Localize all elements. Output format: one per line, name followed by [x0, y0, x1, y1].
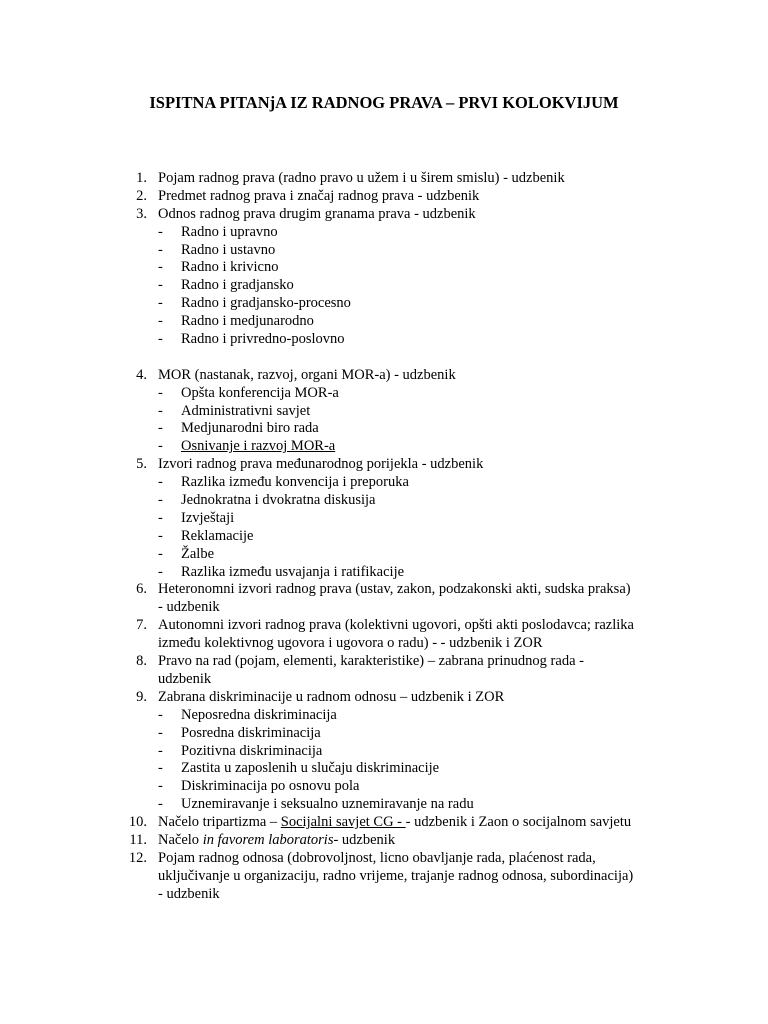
document-title: ISPITNA PITANjA IZ RADNOG PRAVA – PRVI KOLOKVIJUM [149, 93, 619, 112]
item-number: 2. [136, 187, 147, 204]
list-item [0, 581, 768, 599]
item-text-part: - udzbenik [333, 831, 396, 848]
item-text-underlined: Socijalni savjet CG - [280, 814, 406, 831]
sub-item-dash: - [158, 563, 163, 580]
sub-item-text: Uznemiravanje i seksualno uznemiravanje na radu [181, 796, 474, 813]
sub-item-text: Izvještaji [181, 509, 235, 526]
item-text: Autonomni izvori radnog prava (kolektivni ugovori, opšti akti poslodavca; razlika [158, 617, 634, 634]
list-item [0, 456, 768, 474]
item-number: 3. [136, 205, 147, 222]
list-item [0, 617, 768, 635]
sub-item [0, 510, 768, 528]
sub-item-text: Reklamacije [181, 527, 254, 544]
sub-item-dash: - [158, 724, 163, 741]
sub-item [0, 438, 768, 456]
sub-item-dash: - [158, 223, 163, 240]
sub-item-dash: - [158, 438, 163, 455]
list-item [0, 689, 768, 707]
sub-item-text: Administrativni savjet [181, 402, 311, 419]
item-text: udzbenik [158, 670, 212, 687]
sub-item [0, 474, 768, 492]
sub-item-dash: - [158, 706, 163, 723]
sub-item [0, 224, 768, 242]
sub-item [0, 420, 768, 438]
item-text: Pojam radnog prava (radno pravo u užem i u širem smislu) - udzbenik [158, 170, 565, 186]
item-number: 9. [136, 688, 147, 705]
sub-item-dash: - [158, 259, 163, 276]
item-text: Izvori radnog prava međunarodnog porijekla - udzbenik [158, 456, 484, 473]
sub-item-text: Opšta konferencija MOR-a [181, 384, 339, 401]
item-number: 8. [136, 653, 147, 670]
sub-item-text: Razlika između konvencija i preporuka [181, 474, 409, 491]
item-number: 5. [136, 456, 147, 473]
sub-item-text: Radno i krivicno [181, 259, 279, 276]
list-item-continuation [0, 599, 768, 617]
sub-item-dash: - [158, 509, 163, 526]
sub-item-dash: - [158, 402, 163, 419]
sub-item [0, 331, 768, 349]
sub-item-text: Zastita u zaposlenih u slučaju diskriminacije [181, 760, 440, 777]
item-text: Zabrana diskriminacije u radnom odnosu – udzbenik i ZOR [158, 688, 505, 705]
sub-item-dash: - [158, 313, 163, 330]
list-item-continuation [0, 635, 768, 653]
sub-item-text: Radno i gradjansko-procesno [181, 295, 351, 312]
sub-item-text: Radno i medjunarodno [181, 313, 314, 330]
item-number: 4. [136, 366, 147, 383]
sub-item-text: Neposredna diskriminacija [181, 706, 337, 723]
sub-item [0, 277, 768, 295]
sub-item-dash: - [158, 778, 163, 795]
item-text: između kolektivnog ugovora i ugovora o radu) - - udzbenik i ZOR [158, 635, 543, 652]
sub-item-text: Medjunarodni biro rada [181, 420, 319, 437]
item-text: MOR (nastanak, razvoj, organi MOR-a) - udzbenik [158, 366, 456, 383]
item-text: Pojam radnog odnosa (dobrovoljnost, licno obavljanje rada, plaćenost rada, [158, 849, 596, 866]
sub-item-text: Posredna diskriminacija [181, 724, 321, 741]
item-text: Pravo na rad (pojam, elementi, karakteristike) – zabrana prinudnog rada - [158, 653, 584, 670]
sub-item [0, 528, 768, 546]
sub-item-text-underlined: Osnivanje i razvoj MOR-a [181, 438, 336, 455]
item-text [158, 814, 631, 832]
sub-item-dash: - [158, 760, 163, 777]
sub-item [0, 546, 768, 564]
item-text: uključivanje u organizaciju, radno vrijeme, trajanje radnog odnosa, subordinacija) [158, 867, 634, 884]
item-number: 10. [128, 814, 147, 831]
question-list [0, 170, 768, 904]
sub-item-text: Diskriminacija po osnovu pola [181, 778, 360, 795]
sub-item-text: Žalbe [181, 545, 215, 562]
item-text: Predmet radnog prava i značaj radnog prava - udzbenik [158, 187, 480, 204]
sub-item-text: Radno i gradjansko [181, 277, 294, 294]
item-text-part: Načelo tripartizma – [158, 814, 281, 831]
item-text: - udzbenik [158, 599, 220, 616]
sub-item [0, 492, 768, 510]
list-item-continuation [0, 868, 768, 886]
list-item-continuation [0, 671, 768, 689]
sub-item-text: Jednokratna i dvokratna diskusija [181, 492, 376, 509]
list-item [0, 170, 768, 188]
sub-item [0, 242, 768, 260]
sub-item-dash: - [158, 492, 163, 509]
item-number: 11. [129, 831, 147, 848]
list-item [0, 814, 768, 832]
list-item [0, 367, 768, 385]
sub-item [0, 313, 768, 331]
item-text: Odnos radnog prava drugim granama prava - udzbenik [158, 205, 476, 222]
list-item [0, 850, 768, 868]
item-text: Heteronomni izvori radnog prava (ustav, zakon, podzakonski akti, sudska praksa) [158, 581, 631, 598]
list-item [0, 832, 768, 850]
sub-item-dash: - [158, 295, 163, 312]
sub-item-dash: - [158, 474, 163, 491]
sub-item-dash: - [158, 331, 163, 348]
list-item [0, 653, 768, 671]
sub-item [0, 259, 768, 277]
sub-item [0, 295, 768, 313]
item-number: 7. [136, 617, 147, 634]
item-number: 12. [128, 849, 147, 866]
sub-item-dash: - [158, 384, 163, 401]
sub-item [0, 564, 768, 582]
sub-item-text: Radno i privredno-poslovno [181, 331, 345, 348]
list-item [0, 188, 768, 206]
item-text [158, 832, 395, 850]
item-number: 6. [136, 581, 147, 598]
sub-item-text: Razlika između usvajanja i ratifikacije [181, 563, 405, 580]
sub-item-dash: - [158, 742, 163, 759]
sub-item-dash: - [158, 277, 163, 294]
list-item [0, 206, 768, 224]
item-text-italic: in favorem laboratoris [202, 831, 334, 848]
sub-item [0, 743, 768, 761]
sub-item-dash: - [158, 796, 163, 813]
sub-item-dash: - [158, 420, 163, 437]
sub-item-text: Radno i upravno [181, 223, 278, 240]
sub-item [0, 403, 768, 421]
sub-item [0, 778, 768, 796]
sub-item-text: Radno i ustavno [181, 241, 276, 258]
sub-item [0, 707, 768, 725]
item-text-part: - udzbenik i Zaon o socijalnom savjetu [405, 814, 632, 831]
sub-item [0, 385, 768, 403]
sub-item [0, 725, 768, 743]
sub-item-dash: - [158, 545, 163, 562]
item-text-part: Načelo [158, 831, 203, 848]
sub-item-text: Pozitivna diskriminacija [181, 742, 323, 759]
sub-item [0, 760, 768, 778]
item-text: - udzbenik [158, 885, 220, 902]
list-item-continuation [0, 886, 768, 904]
item-number: 1. [136, 170, 147, 186]
sub-item-dash: - [158, 527, 163, 544]
sub-item-dash: - [158, 241, 163, 258]
sub-item [0, 796, 768, 814]
